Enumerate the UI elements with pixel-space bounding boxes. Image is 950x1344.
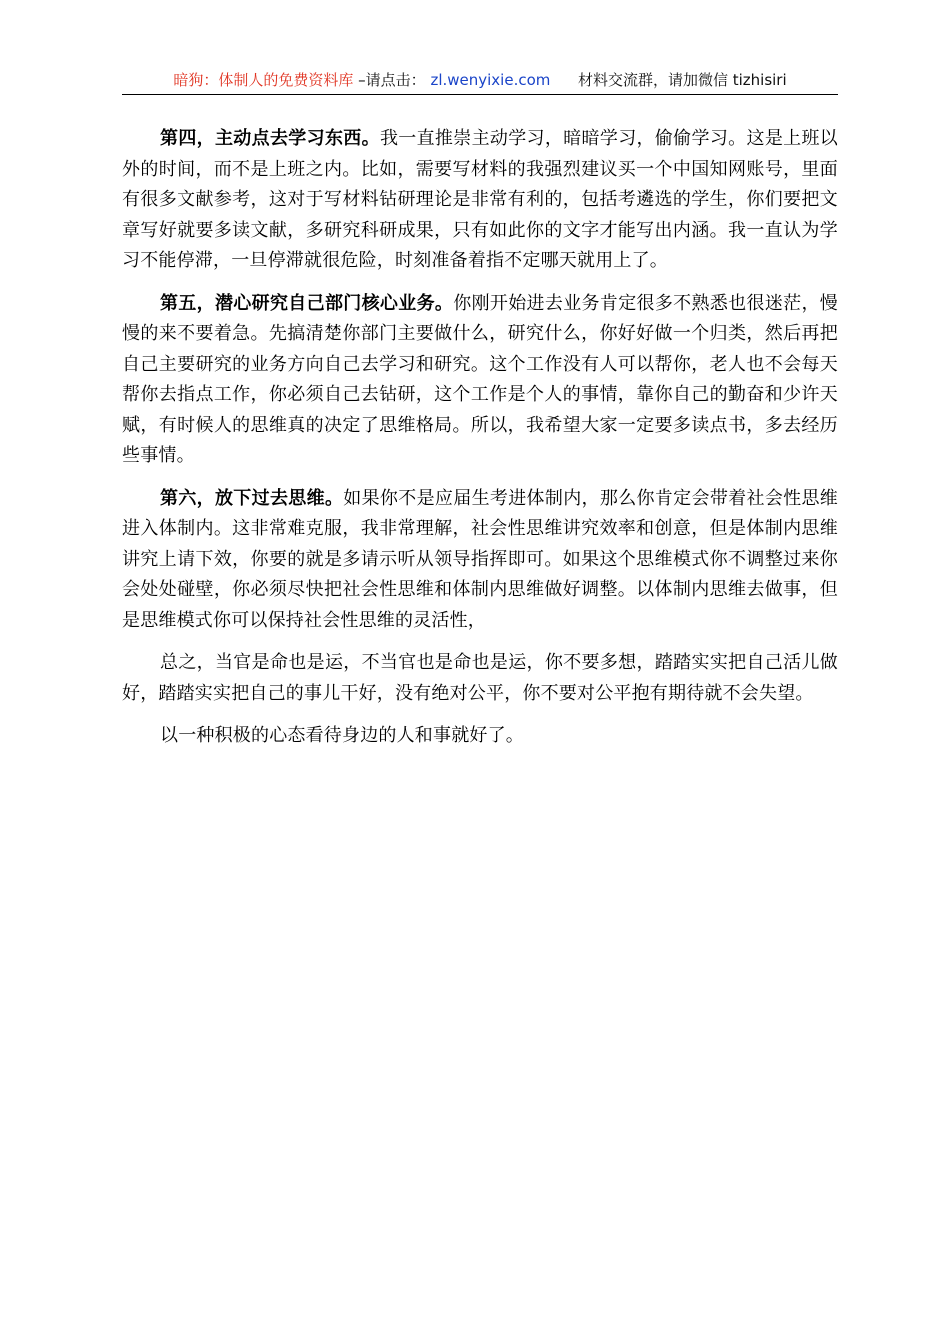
paragraph-text: 你刚开始进去业务肯定很多不熟悉也很迷茫，慢慢的来不要着急。先搞清楚你部门主要做什么，研究什么，你好好做一个归类，然后再把自己主要研究的业务方向自己去学习和研究。这个工作没有人可以帮你，老人也不会每天帮你去指点工作，你必须自己去钻研，这个工作是个人的事情，靠你自己的勤奋和少许天赋，有时候人的思维真的决定了思维格局。所以，我希望大家一定要多读点书，多去经历些事情。 xyxy=(122,292,838,466)
paragraph-text: 如果你不是应届生考进体制内，那么你肯定会带着社会性思维进入体制内。这非常难克服，我非常理解，社会性思维讲究效率和创意，但是体制内思维讲究上请下效，你要的就是多请示听从领导指挥即可。如果这个思维模式你不调整过来你会处处碰壁，你必须尽快把社会性思维和体制内思维做好调整。以体制内思维去做事，但是思维模式你可以保持社会性思维的灵活性， xyxy=(122,487,838,631)
paragraph-sixth xyxy=(122,484,838,637)
header-group-note: 材料交流群，请加微信 tizhisiri xyxy=(577,71,787,89)
document-body xyxy=(122,124,838,764)
paragraph-fourth xyxy=(122,124,838,277)
header-link[interactable]: zl.wenyixie.com xyxy=(430,71,551,89)
paragraph-fifth xyxy=(122,289,838,472)
paragraph-text: 我一直推崇主动学习，暗暗学习，偷偷学习。这是上班以外的时间，而不是上班之内。比如，需要写材料的我强烈建议买一个中国知网账号，里面有很多文献参考，这对于写材料钻研理论是非常有利的，包括考遴选的学生，你们要把文章写好就要多读文献，多研究科研成果，只有如此你的文字才能写出内涵。我一直认为学习不能停滞，一旦停滞就很危险，时刻准备着指不定哪天就用上了。 xyxy=(122,128,838,271)
paragraph-lead: 第六，放下过去思维。 xyxy=(160,487,344,509)
page-header xyxy=(122,68,838,95)
paragraph-text: 总之，当官是命也是运，不当官也是命也是运，你不要多想，踏踏实实把自己活儿做好，踏踏实实把自己的事儿干好，没有绝对公平，你不要对公平抱有期待就不会失望。 xyxy=(122,652,838,704)
paragraph-text: 以一种积极的心态看待身边的人和事就好了。 xyxy=(160,725,524,746)
paragraph-summary xyxy=(122,648,838,709)
paragraph-closing xyxy=(122,721,838,752)
paragraph-lead: 第五，潜心研究自己部门核心业务。 xyxy=(160,292,454,314)
header-brand: 暗狗：体制人的免费资料库 xyxy=(173,71,354,89)
header-click-prompt: –请点击： xyxy=(358,71,426,89)
paragraph-lead: 第四，主动点去学习东西。 xyxy=(160,128,380,149)
